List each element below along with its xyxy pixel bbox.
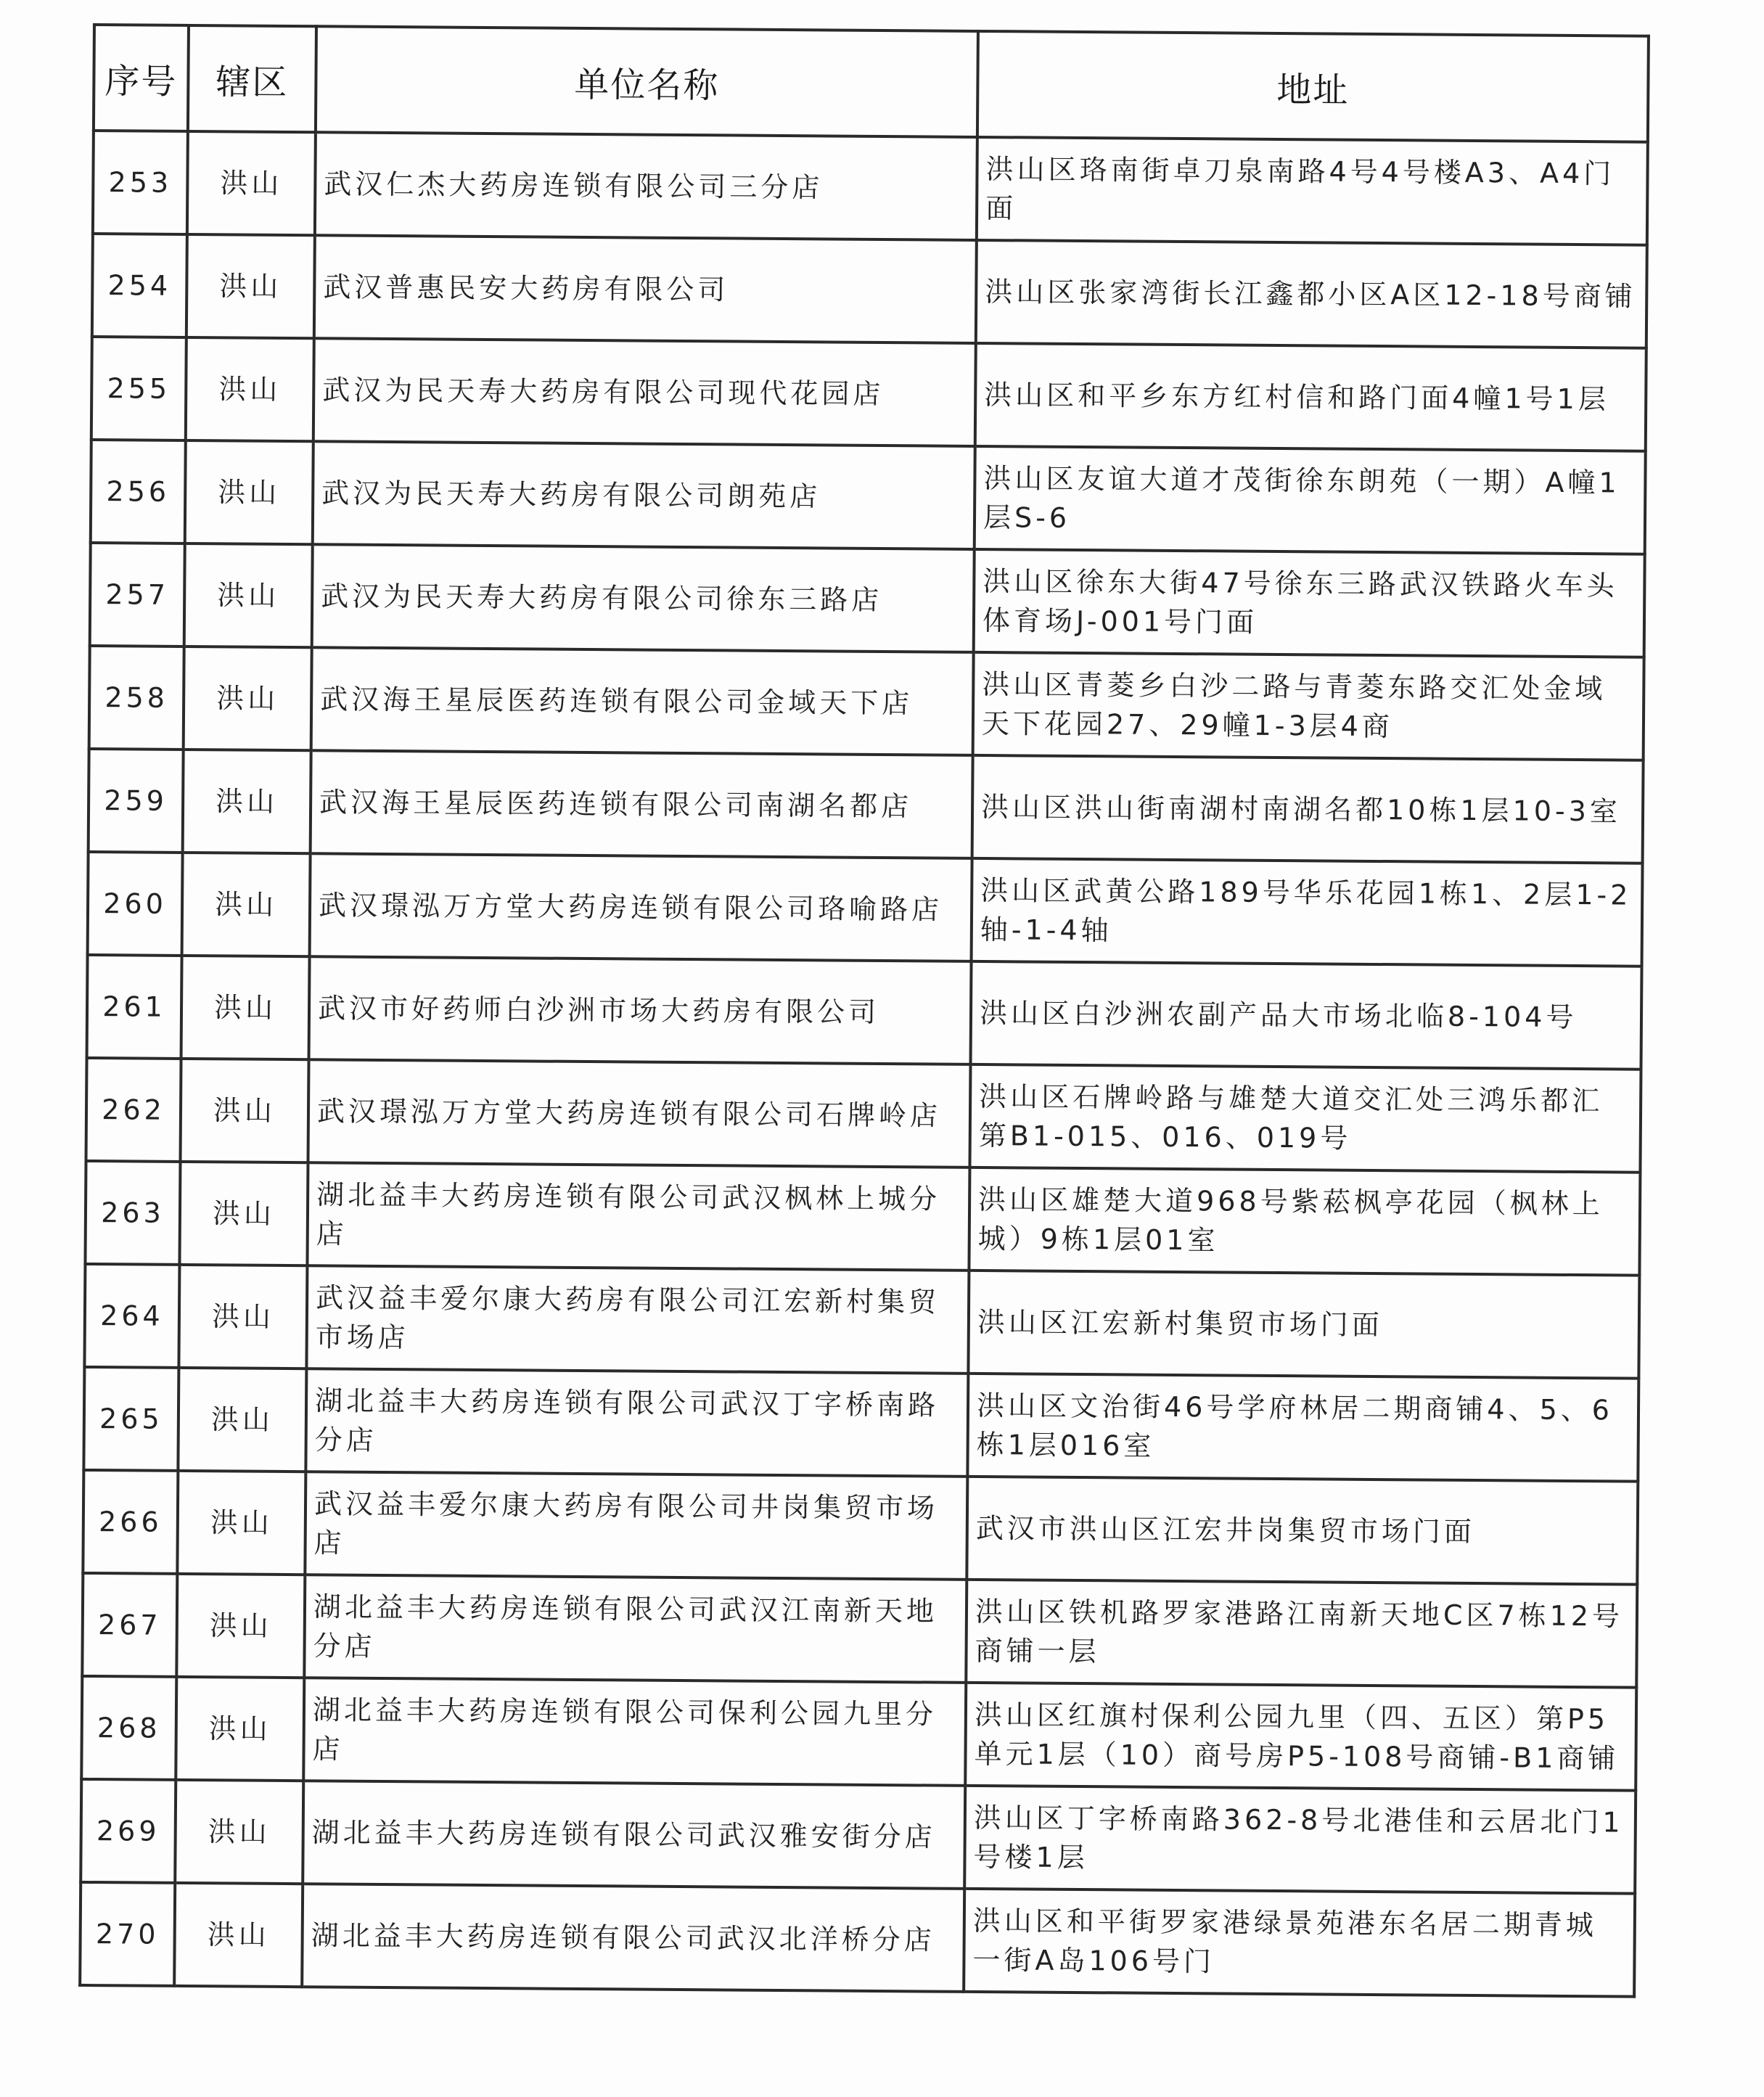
row-address: 洪山区和平乡东方红村信和路门面4幢1号1层	[975, 343, 1646, 451]
row-name: 湖北益丰大药房连锁有限公司武汉江南新天地分店	[304, 1575, 967, 1683]
row-area: 洪山	[185, 440, 313, 544]
row-area: 洪山	[175, 1780, 303, 1884]
row-no: 266	[83, 1470, 178, 1574]
header-no: 序号	[94, 25, 189, 131]
row-name: 武汉为民天寿大药房有限公司现代花园店	[313, 338, 976, 446]
row-address: 洪山区友谊大道才茂街徐东朗苑（一期）A幢1层S-6	[975, 446, 1646, 554]
table-row	[83, 1470, 1638, 1585]
row-address: 洪山区珞南街卓刀泉南路4号4号楼A3、A4门面	[977, 137, 1648, 245]
row-area: 洪山	[177, 1471, 305, 1575]
table-row	[81, 1676, 1636, 1791]
row-name: 武汉普惠民安大药房有限公司	[314, 235, 977, 343]
row-name: 武汉益丰爱尔康大药房有限公司井岗集贸市场店	[305, 1472, 967, 1580]
row-no: 257	[90, 543, 185, 647]
row-no: 256	[91, 440, 186, 543]
row-no: 267	[82, 1573, 177, 1677]
row-no: 263	[85, 1161, 180, 1265]
row-address: 洪山区文治街46号学府林居二期商铺4、5、6栋1层016室	[967, 1374, 1638, 1482]
row-area: 洪山	[184, 647, 312, 750]
header-name: 单位名称	[316, 26, 978, 137]
row-address: 洪山区丁字桥南路362-8号北港佳和云居北门1号楼1层	[964, 1786, 1636, 1894]
row-name: 武汉海王星辰医药连锁有限公司金域天下店	[311, 647, 974, 755]
table-row	[92, 234, 1647, 348]
row-no: 258	[89, 646, 184, 750]
row-name: 武汉为民天寿大药房有限公司朗苑店	[313, 441, 975, 549]
table-row	[91, 337, 1646, 451]
row-address: 武汉市洪山区江宏井岗集贸市场门面	[967, 1477, 1638, 1585]
row-area: 洪山	[178, 1368, 306, 1472]
pharmacy-table	[78, 23, 1650, 1998]
table-row	[88, 852, 1643, 967]
header-address: 地址	[977, 31, 1649, 142]
row-no: 260	[88, 852, 183, 956]
row-address: 洪山区白沙洲农副产品大市场北临8-104号	[971, 961, 1642, 1070]
table-row	[80, 1882, 1635, 1997]
row-no: 255	[91, 337, 186, 440]
row-area: 洪山	[184, 543, 313, 647]
row-address: 洪山区江宏新村集贸市场门面	[968, 1271, 1639, 1379]
row-area: 洪山	[176, 1574, 305, 1678]
table-row	[83, 1367, 1638, 1482]
header-area: 辖区	[188, 25, 316, 132]
row-address: 洪山区洪山街南湖村南湖名都10栋1层10-3室	[972, 755, 1644, 863]
row-address: 洪山区铁机路罗家港路江南新天地C区7栋12号商铺一层	[966, 1580, 1637, 1688]
row-no: 262	[86, 1058, 181, 1162]
row-name: 湖北益丰大药房连锁有限公司武汉枫林上城分店	[307, 1162, 969, 1271]
row-name: 湖北益丰大药房连锁有限公司武汉雅安街分店	[303, 1781, 965, 1889]
row-address: 洪山区徐东大街47号徐东三路武汉铁路火车头体育场J-001号门面	[974, 549, 1645, 657]
table-row	[85, 1161, 1640, 1276]
table-row	[84, 1264, 1639, 1379]
row-area: 洪山	[176, 1677, 304, 1781]
table-row	[89, 749, 1644, 863]
row-name: 武汉市好药师白沙洲市场大药房有限公司	[309, 956, 972, 1064]
row-area: 洪山	[179, 1265, 307, 1368]
row-name: 武汉璟泓万方堂大药房连锁有限公司石牌岭店	[308, 1059, 970, 1167]
row-address: 洪山区雄楚大道968号紫菘枫亭花园（枫林上城）9栋1层01室	[969, 1167, 1640, 1276]
row-address: 洪山区石牌岭路与雄楚大道交汇处三鸿乐都汇第B1-015、016、019号	[969, 1064, 1641, 1173]
row-name: 湖北益丰大药房连锁有限公司保利公园九里分店	[303, 1678, 966, 1786]
row-area: 洪山	[183, 750, 311, 853]
table-row	[93, 131, 1648, 245]
row-address: 洪山区红旗村保利公园九里（四、五区）第P5单元1层（10）商号房P5-108号商铺-B1商铺	[965, 1683, 1636, 1791]
row-name: 湖北益丰大药房连锁有限公司武汉丁字桥南路分店	[305, 1368, 968, 1477]
row-address: 洪山区张家湾街长江鑫都小区A区12-18号商铺	[976, 240, 1647, 348]
row-no: 269	[81, 1779, 176, 1883]
row-no: 253	[93, 131, 188, 234]
table-row	[87, 955, 1642, 1070]
row-area: 洪山	[179, 1162, 308, 1265]
row-name: 湖北益丰大药房连锁有限公司武汉北洋桥分店	[302, 1884, 964, 1992]
row-area: 洪山	[181, 1059, 309, 1162]
row-no: 264	[84, 1264, 179, 1368]
row-name: 武汉为民天寿大药房有限公司徐东三路店	[312, 544, 975, 652]
row-address: 洪山区武黄公路189号华乐花园1栋1、2层1-2轴-1-4轴	[972, 858, 1643, 967]
row-no: 261	[87, 955, 182, 1059]
row-no: 270	[80, 1882, 175, 1986]
row-address: 洪山区和平街罗家港绿景苑港东名居二期青城一街A岛106号门	[964, 1889, 1635, 1997]
row-no: 254	[92, 234, 187, 337]
row-name: 武汉海王星辰医药连锁有限公司南湖名都店	[311, 750, 973, 858]
table-row	[82, 1573, 1637, 1688]
row-no: 265	[83, 1367, 179, 1471]
table-header-row	[94, 25, 1649, 142]
table-row	[90, 543, 1645, 657]
row-area: 洪山	[182, 853, 311, 956]
row-area: 洪山	[174, 1883, 303, 1987]
row-no: 259	[89, 749, 184, 853]
row-area: 洪山	[181, 956, 310, 1059]
row-name: 武汉璟泓万方堂大药房连锁有限公司珞喻路店	[310, 853, 972, 961]
row-address: 洪山区青菱乡白沙二路与青菱东路交汇处金域天下花园27、29幢1-3层4商	[973, 652, 1644, 760]
row-area: 洪山	[186, 234, 315, 338]
row-no: 268	[81, 1676, 176, 1780]
row-name: 武汉益丰爱尔康大药房有限公司江宏新村集贸市场店	[306, 1265, 969, 1374]
table-row	[81, 1779, 1636, 1894]
row-area: 洪山	[187, 131, 316, 235]
table-row	[86, 1058, 1641, 1173]
row-name: 武汉仁杰大药房连锁有限公司三分店	[315, 132, 977, 240]
table-row	[89, 646, 1644, 760]
table-row	[91, 440, 1646, 554]
row-area: 洪山	[186, 337, 314, 441]
